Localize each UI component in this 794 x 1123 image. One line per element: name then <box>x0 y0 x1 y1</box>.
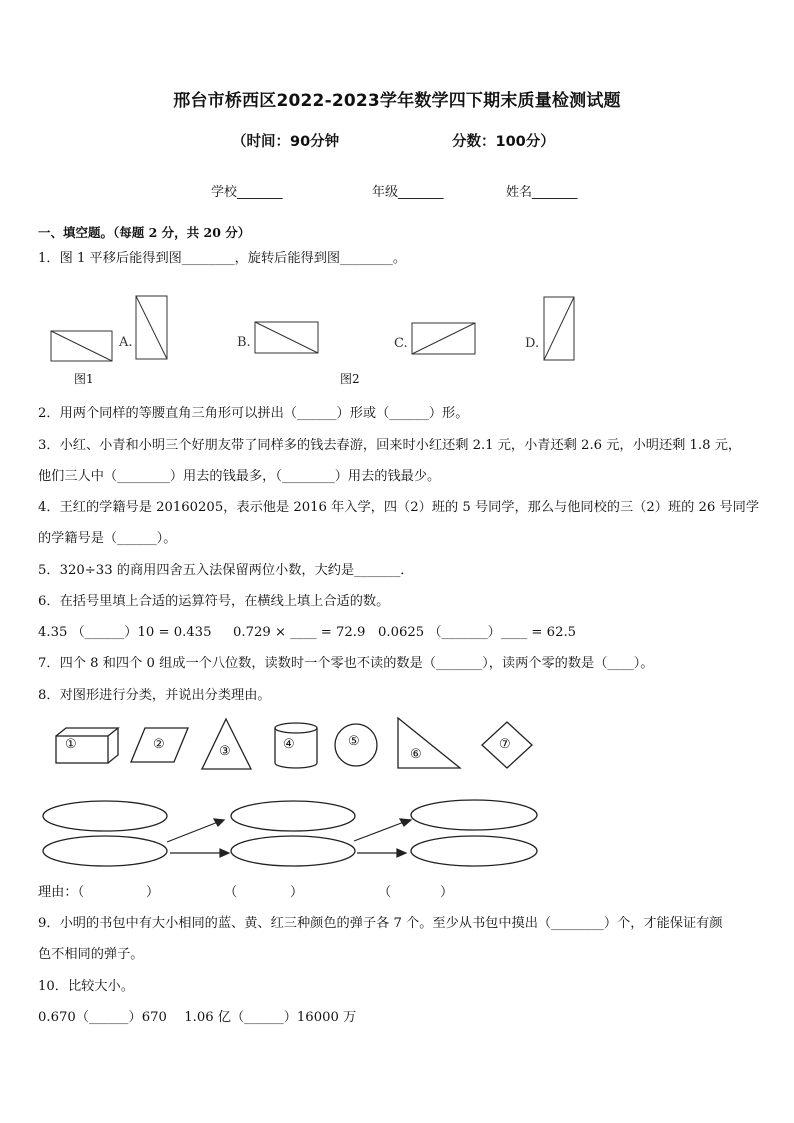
reason-close-3: ） <box>440 885 454 900</box>
figure-2-caption: 图2 <box>340 372 360 386</box>
shape-3-number: ③ <box>219 744 231 759</box>
question-2: 2．用两个同样的等腰直角三角形可以拼出（______）形或（______）形。 <box>38 406 469 421</box>
figure-1-caption: 图1 <box>74 372 94 386</box>
page-title: 邢台市桥西区2022-2023学年数学四下期末质量检测试题 <box>173 91 621 111</box>
shape-2-number: ② <box>153 737 165 752</box>
question-1: 1．图 1 平移后能得到图________，旋转后能得到图________。 <box>38 251 407 266</box>
option-b-rectangle <box>255 322 318 353</box>
question-8: 8．对图形进行分类，并说出分类理由。 <box>38 688 271 703</box>
question-3-line-1: 3．小红、小青和小明三个好朋友带了同样多的钱去春游，回来时小红还剩 2.1 元，小青还剩 2.6 元，小明还剩 1.8 元， <box>38 438 742 453</box>
category-ellipse <box>231 801 355 831</box>
name-field: 姓名_______ <box>506 185 578 200</box>
question-6: 6．在括号里填上合适的运算符号，在横线上填上合适的数。 <box>38 594 390 609</box>
category-ellipse <box>411 836 537 866</box>
reason-open-3: （ <box>378 885 392 900</box>
question-3-line-2: 他们三人中（________）用去的钱最多，（________）用去的钱最少。 <box>38 469 441 484</box>
time-label: （时间：90分钟 <box>232 134 340 150</box>
shape-6-right-triangle <box>398 718 460 768</box>
reason-close-1: ） <box>146 885 160 900</box>
question-10-items: 0.670（______）670 1.06 亿（______）16000 万 <box>38 1010 357 1025</box>
option-d-label: D. <box>525 336 540 351</box>
question-4-line-1: 4．王红的学籍号是 20160205，表示他是 2016 年入学，四（2）班的 5 号同学，那么与他同校的三（2）班的 26 号同学 <box>38 500 760 515</box>
grade-field: 年级_______ <box>372 185 444 200</box>
shape-5-number: ⑤ <box>348 734 360 749</box>
reason-close-2: ） <box>290 885 304 900</box>
question-6-equation-2: 0.729 × ____ = 72.9 <box>233 625 366 640</box>
reason-open-2: （ <box>224 885 238 900</box>
shape-4-cylinder <box>275 723 317 768</box>
section-heading: 一、填空题。（每题 2 分，共 20 分） <box>38 225 251 240</box>
shape-7-number: ⑦ <box>499 737 511 752</box>
option-a-rectangle <box>136 296 167 359</box>
question-6-equation-1: 4.35 （______）10 = 0.435 <box>38 625 212 640</box>
category-ellipse <box>231 836 355 866</box>
arrow <box>354 822 404 841</box>
figure-1-rectangle <box>51 331 112 361</box>
option-d-rectangle <box>544 297 574 360</box>
category-ellipse <box>43 801 167 831</box>
question-4-line-2: 的学籍号是（______）。 <box>38 531 177 546</box>
option-b-label: B. <box>237 335 251 350</box>
question-9-line-2: 色不相同的弹子。 <box>38 947 144 962</box>
shape-1-number: ① <box>65 737 77 752</box>
question-7: 7．四个 8 和四个 0 组成一个八位数，读数时一个零也不读的数是（_______），读两个零的数是（____）。 <box>38 656 654 671</box>
question-9-line-1: 9．小明的书包中有大小相同的蓝、黄、红三种颜色的弹子各 7 个。至少从书包中摸出（________）个，才能保证有颜 <box>38 916 723 931</box>
shape-6-number: ⑥ <box>410 747 422 762</box>
shape-4-number: ④ <box>283 737 295 752</box>
category-ellipse <box>43 836 167 866</box>
question-6-equation-3: 0.0625 （_______）____ = 62.5 <box>378 625 577 640</box>
school-field: 学校_______ <box>211 185 283 200</box>
option-a-label: A. <box>119 335 133 350</box>
arrow <box>167 822 218 842</box>
question-10: 10．比较大小。 <box>38 979 134 994</box>
reason-label: 理由：（ <box>38 885 85 900</box>
score-label: 分数：100分） <box>452 134 555 150</box>
option-c-rectangle <box>412 323 475 354</box>
category-ellipse <box>411 800 537 830</box>
option-c-label: C. <box>394 336 408 351</box>
question-5: 5．320÷33 的商用四舍五入法保留两位小数，大约是_______． <box>38 563 414 578</box>
